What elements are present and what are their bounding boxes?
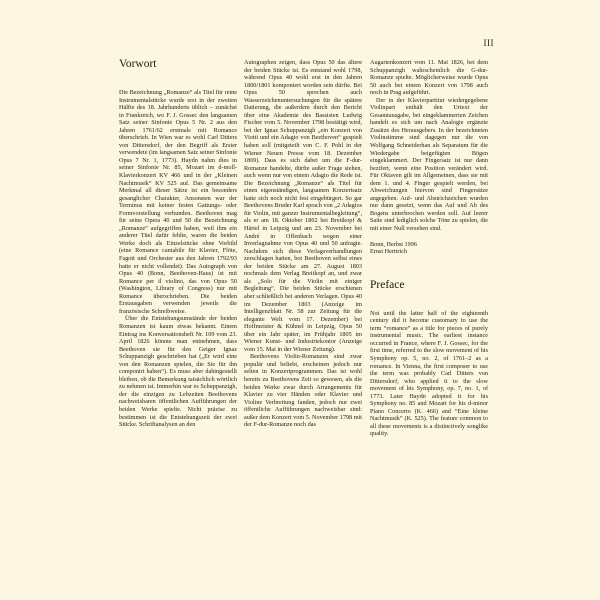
vorwort-paragraph-5: Augartenkonzert vom 11. Mai 1826, bei dem Schuppanzigh wahrscheinlich die G-dur-Romanze spielte. Möglicherweise wurde Opus 50 auch bei einem Konzert von 1798 auch noch in Prag aufgeführt. [370,59,488,97]
vorwort-paragraph-6: Der in der Klavierpartitur wiedergegebene Violinpart enthält den Urtext der Gesamtausgabe, bei eingeklammerten Zeichen handelt es sich um nach Analogie ergänzte Zusätze des Herausgebers. In der bezeichneten Violinstimme sind dagegen nur die von Wolfgang Schneiderhan als Separatum für die Wiedergabe beigefügten Bögen eingeklammert. Der Fingersatz ist nur dann bezifert, wenn eine Position verändert wird. Für Oktaven gilt im Allgemeinen, dass sie mit dem 1. und 4. Finger gespielt werden, bei Abweichungen hiervon sind Fingersätze angegeben. Auf- und Abstrichzeichen wurden nur dann gesetzt, wenn das Auf und Ab des Bogens unterbrochen werden soll. Auf leerer Saite sind lediglich solche Töne zu spielen, die mit einer Null versehen sind. [370,96,488,233]
vorwort-paragraph-3: Autographen zeigen, dass Opus 50 das ältere der beiden Stücke ist. Es entstand wohl 1798, während Opus 40 wohl erst in den Jahren 1800/1801 komponiert worden sein dürfte. Bei Opus 50 sprechen auch Wasserzeichenuntersuchungen für die spätere Datierung, die außerdem durch den Bericht über eine Akademie des Bassisten Ludwig Fischer vom 5. November 1798 bestätigt wird, bei der Ignaz Schuppanzigh „ein Konzert von Viotti und ein Adagio von Beethoven“ gespielt haben soll (mitgeteilt von C. F. Pohl in der Wiener Neuen Presse vom 18. Dezember 1869). Dass es sich dabei um die F-dur-Romanze handelte, dürfte außer Frage stehen, auch wenn nur von einem Adagio die Rede ist. Die Bezeichnung „Romanze“ als Titel für einen eigenständigen, langsamen Konzertsatz hatte sich noch nicht fest eingebürgert. So gar Beethovens Bruder Karl sprach von „2 Adagios für Violin, mit ganzer Instrumentalbegleitung“, als er am 18. Oktober 1802 bei Breitkopf & Härtel in Leipzig und am 23. November bei André in Offenbach wegen einer Inverlagnahme von Opus 40 und 50 anfragte. Nachdem sich diese Verlagsverhandlungen zerschlagen hatten, bot Beethoven selbst eines der beiden Stücke am 27. August 1803 nochmals dem Verlag Breitkopf an, und zwar als „Solo für die Violin mit einiger Begleitung“. Die beiden Stücke erschienen aber schließlich bei anderen Verlagen. Opus 40 im Dezember 1803 (Anzeige im Intelligenzblatt Nr. 58 zur Zeitung für die elegante Welt vom 17. Dezember) bei Hoffmeister & Kühnel in Leipzig, Opus 50 über ein Jahr später, im Frühjahr 1805 im Wiener Kunst- und Industriekontor (Anzeige vom 15. Mai in der Wiener Zeitung). [244,59,362,353]
column-1 [119,57,237,429]
column-3 [370,59,488,438]
preface-paragraph-1: Not until the latter half of the eighteenth century did it become customary to use the term “romance” as a title for pieces of purely instrumental music. The earliest instance occurred in France, where F. J. Gossec, for the first time, referred to the slow movement of his Symphony op. 5, no. 2, of 1761–2 as a romance. In Vienna, the first composer to use the term was probably Carl Ditters von Dittersdorf, who applied it to the slow movement of his Symphony, op. 7, no. 1, of 1773. Later Haydn adopted it for his Symphony no. 85 and Mozart for his d-minor Piano Concerto (K. 466) and “Eine kleine Nachtmusik” (K. 525). The feature common to all these movements is a distinctively songlike quality. [370,309,488,438]
vorwort-heading: Vorwort [119,58,157,70]
vorwort-paragraph-1: Die Bezeichnung „Romanze“ als Titel für reine Instrumentalstücke wurde erst in der zweiten Hälfte des 18. Jahrhunderts üblich – zunächst in Frankreich, wo F. J. Gossec den langsamen Satz seiner Sinfonie Opus 5 Nr. 2 aus den Jahren 1761/62 erstmals mit Romance überschrieb. In Wien war es wohl Carl Ditters von Dittersdorf, der den Begriff als Erster verwendete (im langsamen Satz seiner Sinfonie Opus 7 Nr. 1, 1773). Haydn nahm dies in seiner Sinfonie Nr. 85, Mozart im d-moll-Klavierkonzert KV 466 und in der „Kleinen Nachtmusik“ KV 525 auf. Das gemeinsame Merkmal all dieser Sätze ist ein besonders gesanglicher Charakter, Ansonsten war der Terminus mit keiner festen Gattungs- oder Formvorstellung verbunden. Beethoven mag für seine Opera 40 und 50 die Bezeichnung „Romanze“ aufgegriffen haben, weil ihm ein anderer Titel dafür fehlte, waren die beiden Werke doch als Einzelstücke ohne Vorbild (eine Romance cantabile für Klavier, Flöte, Fagott und Orchester aus den Jahren 1792/93 hatte er nicht vollendet). Das Autograph von Opus 40 (Bonn, Beethoven-Haus) ist mit Romance per il violino, das von Opus 50 (Washington, Library of Congress) nur mit Romance überschrieben. Die beiden Erstausgaben verwenden jeweils die französische Schreibweise. [119,89,237,315]
signature-place-date: Bonn, Herbst 1996 [370,240,417,248]
preface-heading: Preface [370,278,405,291]
vorwort-paragraph-4: Beethovens Violin-Romanzen sind zwar populär und beliebt, erscheinen jedoch nur selten in Konzertprogrammen. Das ist wohl bereits zu Beethovens Zeit so gewesen, als die beiden Werke zwar durch Arrangements für Klavier zu vier Händen oder Klavier und Violine Verbreitung fanden, jedoch nur zwei öffentliche Aufführungen nachweisbar sind: außer dem Konzert vom 5. November 1798 mit der F-dur-Romanze noch das [244,353,362,429]
signature-author: Ernst Herttrich [370,248,407,256]
page-number: III [483,38,494,48]
column-2 [244,59,362,429]
vorwort-paragraph-2: Über die Entstehungsumstände der beiden Romanzen ist kaum etwas bekannt. Einem Eintrag ins Konversationsheft Nr. 109 vom 23. April 1826 könnte man entnehmen, dass Beethoven sie für den Geiger Ignaz Schuppanzigh geschrieben hat („Er wird eine von den Romanzen spielen, die Sie für ihn componirt haben“). Es muss aber dahingestellt bleiben, ob die Bemerkung tatsächlich wörtlich zu nehmen ist. Immerhin war es Schuppanzigh, der die einzigen zu Lebzeiten Beethovens nachweisbaren öffentlichen Aufführungen der beiden Werke spielte. Nicht präzise zu bestimmen ist die Entstehungszeit der zwei Stücke. Schriftanalysen an den [119,315,237,429]
